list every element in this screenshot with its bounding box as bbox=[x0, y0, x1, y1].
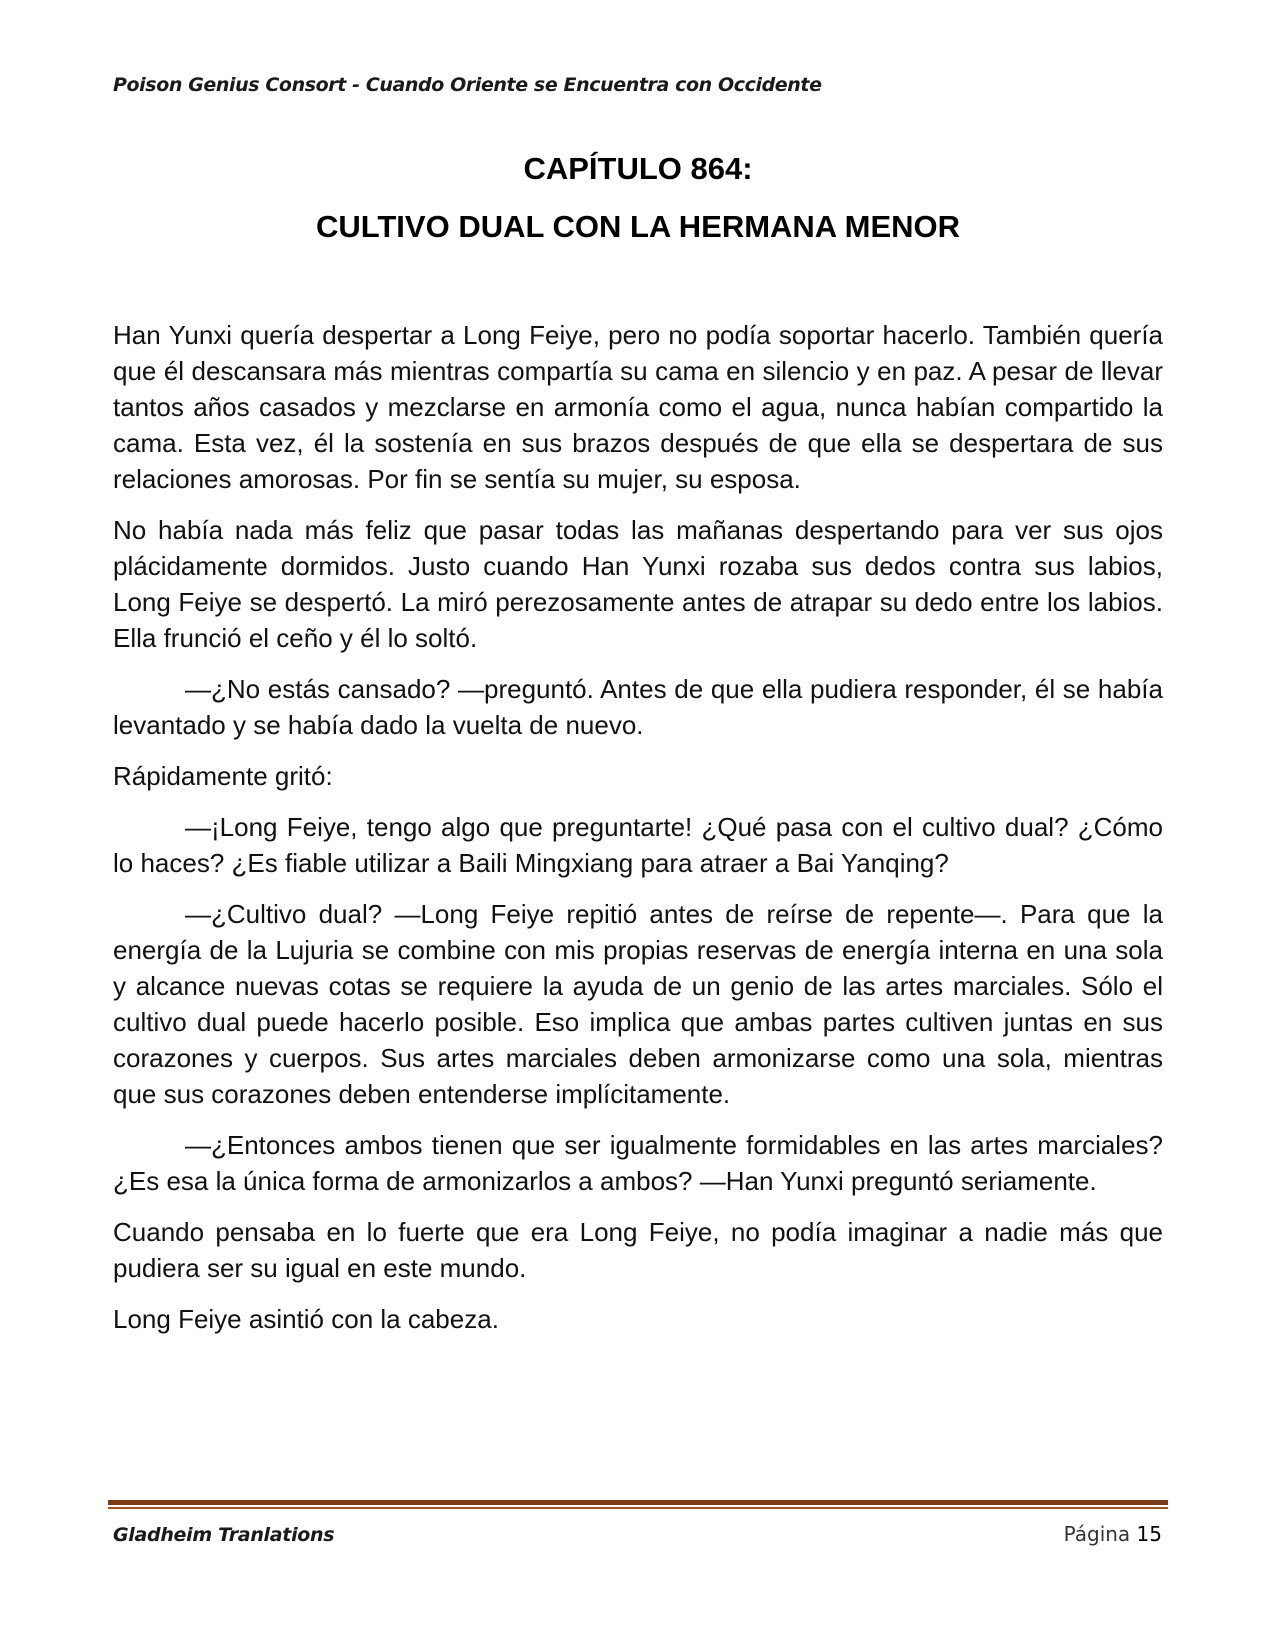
dialogue-paragraph: —¿Cultivo dual? —Long Feiye repitió antes de reírse de repente—. Para que la energía de la Lujuria se combine con mis propias reservas de energía interna en una sola y alcance nuevas cotas se requiere la ayuda de un genio de las artes marciales. Sólo el cultivo dual puede hacerlo posible. Eso implica que ambas partes cultiven juntas en sus corazones y cuerpos. Sus artes marciales deben armonizarse como una sola, mientras que sus corazones deben entenderse implícitamente. bbox=[113, 899, 1163, 1109]
chapter-title: CULTIVO DUAL CON LA HERMANA MENOR bbox=[315, 209, 961, 244]
footer-translator: Gladheim Tranlations bbox=[113, 1524, 335, 1546]
dialogue-paragraph: —¡Long Feiye, tengo algo que preguntarte! ¿Qué pasa con el cultivo dual? ¿Cómo lo haces? ¿Es fiable utilizar a Baili Mingxiang para atraer a Bai Yanqing? bbox=[113, 812, 1163, 878]
paragraph: Han Yunxi quería despertar a Long Feiye, pero no podía soportar hacerlo. También quería que él descansara más mientras compartía su cama en silencio y en paz. A pesar de llevar tantos años casados y mezclarse en armonía como el agua, nunca habían compartido la cama. Esta vez, él la sostenía en sus brazos después de que ella se despertara de sus relaciones amorosas. Por fin se sentía su mujer, su esposa. bbox=[113, 320, 1163, 494]
dialogue-paragraph: —¿No estás cansado? —preguntó. Antes de que ella pudiera responder, él se había levantado y se había dado la vuelta de nuevo. bbox=[113, 674, 1163, 740]
dialogue-paragraph: —¿Entonces ambos tienen que ser igualmente formidables en las artes marciales? ¿Es esa la única forma de armonizarlos a ambos? —Han Yunxi preguntó seriamente. bbox=[113, 1130, 1163, 1196]
paragraph: Long Feiye asintió con la cabeza. bbox=[113, 1304, 499, 1334]
paragraph: Cuando pensaba en lo fuerte que era Long Feiye, no podía imaginar a nadie más que pudiera ser su igual en este mundo. bbox=[113, 1217, 1163, 1283]
page-label: Página bbox=[1063, 1522, 1131, 1546]
footer-divider-thin bbox=[108, 1507, 1168, 1509]
page-number: 15 bbox=[1136, 1522, 1162, 1546]
running-header: Poison Genius Consort - Cuando Oriente se Encuentra con Occidente bbox=[113, 74, 822, 96]
chapter-number: CAPÍTULO 864: bbox=[523, 151, 753, 186]
footer-page-indicator bbox=[1064, 1522, 1162, 1546]
footer-divider bbox=[108, 1500, 1168, 1505]
body-text bbox=[113, 317, 1163, 1352]
paragraph: No había nada más feliz que pasar todas las mañanas despertando para ver sus ojos plácidamente dormidos. Justo cuando Han Yunxi rozaba sus dedos contra sus labios, Long Feiye se despertó. La miró perezosamente antes de atrapar su dedo entre los labios. Ella frunció el ceño y él lo soltó. bbox=[113, 515, 1163, 653]
paragraph: Rápidamente gritó: bbox=[113, 761, 333, 791]
